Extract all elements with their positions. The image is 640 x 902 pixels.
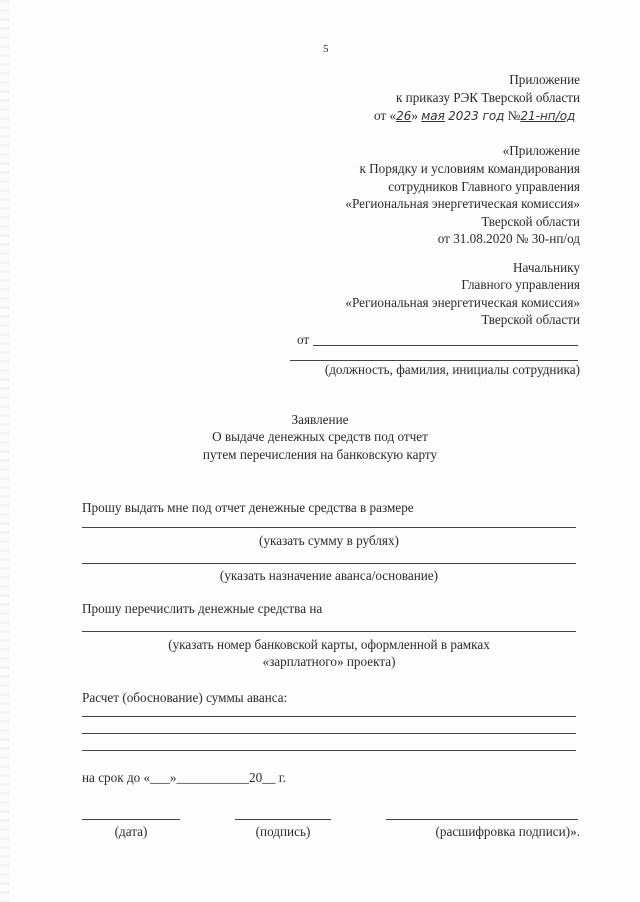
card-blank-line[interactable]	[82, 631, 576, 632]
handwritten-month: мая	[421, 109, 445, 123]
appendix-title: Приложение	[509, 72, 580, 87]
addressee-line: Начальнику	[513, 260, 580, 275]
calc-label: Расчет (обоснование) суммы аванса:	[82, 690, 288, 705]
addressee-line: «Региональная энергетическая комиссия»	[345, 295, 580, 310]
signature-blank-line[interactable]	[235, 819, 331, 820]
appendix2-line: «Региональная энергетическая комиссия»	[345, 196, 580, 211]
request-amount-text: Прошу выдать мне под отчет денежные средства в размере	[82, 500, 414, 515]
date-label: (дата)	[114, 824, 148, 839]
calc-blank-line-1[interactable]	[82, 716, 576, 717]
document-subtitle-2: путем перечисления на банковскую карту	[202, 447, 438, 462]
handwritten-day: 26	[396, 109, 412, 123]
purpose-blank-line[interactable]	[82, 563, 576, 564]
document-title: Заявление	[291, 412, 349, 427]
decoding-blank-line[interactable]	[386, 819, 578, 820]
date-blank-line[interactable]	[82, 819, 180, 820]
handwritten-year: 2023 год	[448, 109, 505, 123]
appendix2-line: к Порядку и условиям командирования	[359, 161, 580, 176]
term-text: на срок до «___»___________20__ г.	[82, 770, 286, 785]
card-hint-2: «зарплатного» проекта)	[262, 654, 396, 669]
purpose-hint: (указать назначение аванса/основание)	[219, 568, 439, 583]
decoding-label: (расшифровка подписи)».	[435, 824, 580, 839]
appendix-order: к приказу РЭК Тверской области	[395, 90, 580, 105]
appendix2-line: Тверской области	[481, 214, 580, 229]
request-transfer-text: Прошу перечислить денежные средства на	[82, 601, 323, 616]
calc-blank-line-3[interactable]	[82, 750, 576, 751]
appendix2-line: «Приложение	[502, 143, 580, 158]
amount-blank-line[interactable]	[82, 527, 576, 528]
appendix2-line: сотрудников Главного управления	[388, 179, 580, 194]
from-blank-line-2[interactable]	[290, 360, 578, 361]
card-hint-1: (указать номер банковской карты, оформленной в рамках	[168, 637, 490, 652]
from-blank-line[interactable]	[313, 345, 578, 346]
document-subtitle: О выдаче денежных средств под отчет	[212, 429, 428, 444]
signature-label: (подпись)	[255, 824, 311, 839]
appendix-order-date: от «26» мая 2023 год №21-нп/од	[374, 108, 576, 123]
page-number: 5	[323, 43, 329, 55]
addressee-hint: (должность, фамилия, инициалы сотрудника)	[324, 362, 580, 377]
amount-hint: (указать сумму в рублях)	[259, 533, 399, 548]
addressee-line: Тверской области	[481, 312, 580, 327]
addressee-line: Главного управления	[461, 277, 580, 292]
appendix2-line: от 31.08.2020 № 30-нп/од	[437, 231, 580, 246]
from-label: от	[297, 332, 310, 347]
calc-blank-line-2[interactable]	[82, 733, 576, 734]
handwritten-number: 21-нп/од	[520, 109, 576, 123]
